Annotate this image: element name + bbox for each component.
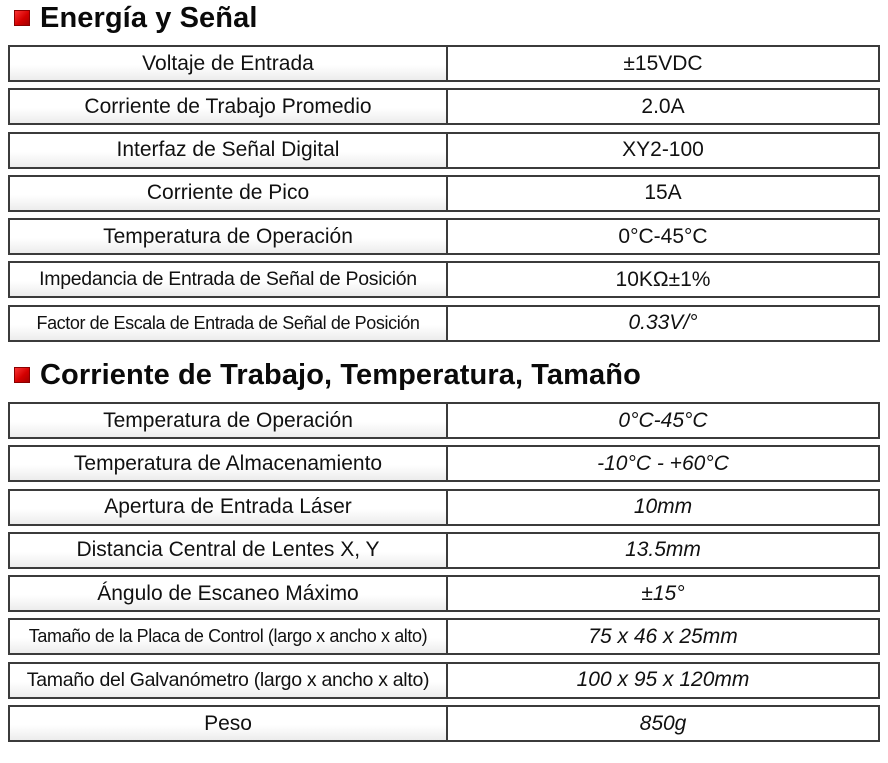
table-row xyxy=(8,445,880,482)
row-value: 10KΩ±1% xyxy=(448,263,878,296)
row-label: Temperatura de Almacenamiento xyxy=(10,447,448,480)
row-label: Tamaño del Galvanómetro (largo x ancho x alto) xyxy=(10,664,448,697)
row-label: Voltaje de Entrada xyxy=(10,47,448,80)
row-label: Apertura de Entrada Láser xyxy=(10,491,448,524)
row-label: Impedancia de Entrada de Señal de Posición xyxy=(10,263,448,296)
row-value: 0°C-45°C xyxy=(448,220,878,253)
row-value: 850g xyxy=(448,707,878,740)
row-label: Distancia Central de Lentes X, Y xyxy=(10,534,448,567)
spec-table-power-signal xyxy=(8,45,880,348)
table-row xyxy=(8,218,880,255)
row-value: 13.5mm xyxy=(448,534,878,567)
table-row xyxy=(8,175,880,212)
section-heading-work-temp-size xyxy=(14,357,641,393)
row-value: 100 x 95 x 120mm xyxy=(448,664,878,697)
row-label: Temperatura de Operación xyxy=(10,404,448,437)
row-label: Factor de Escala de Entrada de Señal de Posición xyxy=(10,307,448,340)
row-value: 0°C-45°C xyxy=(448,404,878,437)
table-row xyxy=(8,132,880,169)
row-label: Temperatura de Operación xyxy=(10,220,448,253)
table-row xyxy=(8,489,880,526)
red-square-bullet-icon xyxy=(14,10,30,26)
table-row xyxy=(8,532,880,569)
table-row xyxy=(8,88,880,125)
section-title: Energía y Señal xyxy=(40,1,258,34)
row-label: Ángulo de Escaneo Máximo xyxy=(10,577,448,610)
row-label: Peso xyxy=(10,707,448,740)
row-label: Corriente de Pico xyxy=(10,177,448,210)
section-heading-power-signal xyxy=(14,0,258,36)
row-value: 0.33V/° xyxy=(448,307,878,340)
row-label: Corriente de Trabajo Promedio xyxy=(10,90,448,123)
table-row xyxy=(8,402,880,439)
red-square-bullet-icon xyxy=(14,367,30,383)
row-label: Interfaz de Señal Digital xyxy=(10,134,448,167)
row-value: XY2-100 xyxy=(448,134,878,167)
row-value: 2.0A xyxy=(448,90,878,123)
table-row xyxy=(8,575,880,612)
row-value: ±15VDC xyxy=(448,47,878,80)
row-value: 15A xyxy=(448,177,878,210)
row-value: 10mm xyxy=(448,491,878,524)
row-value: 75 x 46 x 25mm xyxy=(448,620,878,653)
table-row xyxy=(8,261,880,298)
table-row xyxy=(8,618,880,655)
row-value: ±15° xyxy=(448,577,878,610)
table-row xyxy=(8,662,880,699)
spec-table-work-temp-size xyxy=(8,402,880,748)
section-title: Corriente de Trabajo, Temperatura, Tamaño xyxy=(40,358,641,391)
row-label: Tamaño de la Placa de Control (largo x ancho x alto) xyxy=(10,620,448,653)
table-row xyxy=(8,705,880,742)
row-value: -10°C - +60°C xyxy=(448,447,878,480)
table-row xyxy=(8,45,880,82)
table-row xyxy=(8,305,880,342)
